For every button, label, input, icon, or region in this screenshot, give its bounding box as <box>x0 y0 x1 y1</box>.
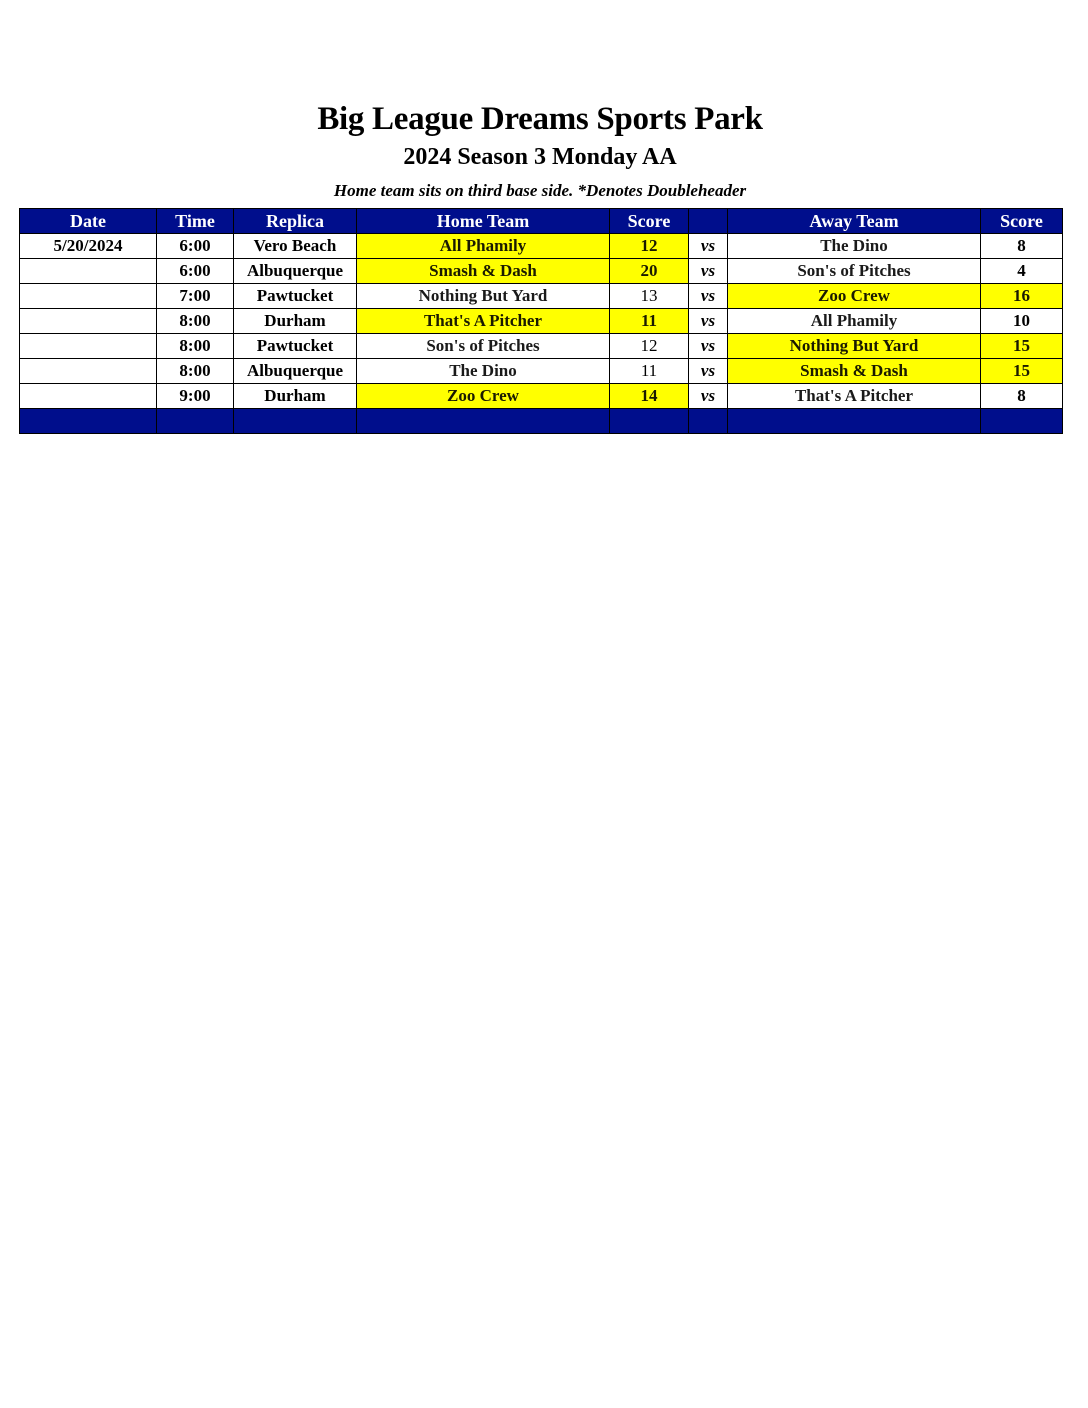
column-header-vs <box>689 209 728 234</box>
away-score-cell: 8 <box>981 384 1063 409</box>
vs-cell: vs <box>689 309 728 334</box>
vs-cell: vs <box>689 384 728 409</box>
home-score-cell: 13 <box>610 284 689 309</box>
table-row <box>20 309 1063 334</box>
date-cell <box>20 284 157 309</box>
home-score-cell: 11 <box>610 359 689 384</box>
footer-cell <box>20 409 157 434</box>
column-header-replica: Replica <box>234 209 357 234</box>
date-cell: 5/20/2024 <box>20 234 157 259</box>
replica-cell: Durham <box>234 309 357 334</box>
table-row <box>20 234 1063 259</box>
vs-cell: vs <box>689 359 728 384</box>
table-row <box>20 259 1063 284</box>
time-cell: 6:00 <box>157 259 234 284</box>
time-cell: 9:00 <box>157 384 234 409</box>
column-header-away-score: Score <box>981 209 1063 234</box>
home-team-cell: Smash & Dash <box>357 259 610 284</box>
home-score-cell: 12 <box>610 234 689 259</box>
footer-cell <box>610 409 689 434</box>
away-team-cell: Son's of Pitches <box>728 259 981 284</box>
home-team-cell: All Phamily <box>357 234 610 259</box>
date-cell <box>20 309 157 334</box>
away-team-cell: Nothing But Yard <box>728 334 981 359</box>
game-rows <box>20 234 1063 434</box>
time-cell: 7:00 <box>157 284 234 309</box>
footer-cell <box>728 409 981 434</box>
column-header-home-team: Home Team <box>357 209 610 234</box>
home-score-cell: 14 <box>610 384 689 409</box>
home-team-cell: The Dino <box>357 359 610 384</box>
date-cell <box>20 334 157 359</box>
date-cell <box>20 259 157 284</box>
table-row <box>20 384 1063 409</box>
footer-cell <box>981 409 1063 434</box>
footer-cell <box>157 409 234 434</box>
away-team-cell: That's A Pitcher <box>728 384 981 409</box>
away-team-cell: Smash & Dash <box>728 359 981 384</box>
away-score-cell: 8 <box>981 234 1063 259</box>
away-score-cell: 16 <box>981 284 1063 309</box>
home-team-cell: Son's of Pitches <box>357 334 610 359</box>
home-team-cell: Nothing But Yard <box>357 284 610 309</box>
replica-cell: Vero Beach <box>234 234 357 259</box>
home-score-cell: 12 <box>610 334 689 359</box>
column-header-date: Date <box>20 209 157 234</box>
vs-cell: vs <box>689 234 728 259</box>
footer-cell <box>357 409 610 434</box>
date-cell <box>20 359 157 384</box>
schedule-table <box>19 208 1063 434</box>
away-score-cell: 15 <box>981 359 1063 384</box>
table-row <box>20 284 1063 309</box>
time-cell: 6:00 <box>157 234 234 259</box>
column-header-home-score: Score <box>610 209 689 234</box>
vs-cell: vs <box>689 334 728 359</box>
home-score-cell: 11 <box>610 309 689 334</box>
away-score-cell: 15 <box>981 334 1063 359</box>
page-subtitle: 2024 Season 3 Monday AA <box>403 144 677 170</box>
away-team-cell: All Phamily <box>728 309 981 334</box>
time-cell: 8:00 <box>157 309 234 334</box>
replica-cell: Pawtucket <box>234 334 357 359</box>
table-row <box>20 359 1063 384</box>
vs-cell: vs <box>689 284 728 309</box>
footer-cell <box>689 409 728 434</box>
replica-cell: Albuquerque <box>234 259 357 284</box>
home-team-cell: Zoo Crew <box>357 384 610 409</box>
away-team-cell: Zoo Crew <box>728 284 981 309</box>
time-cell: 8:00 <box>157 334 234 359</box>
home-team-cell: That's A Pitcher <box>357 309 610 334</box>
header-row <box>20 209 1063 234</box>
column-header-time: Time <box>157 209 234 234</box>
away-team-cell: The Dino <box>728 234 981 259</box>
replica-cell: Pawtucket <box>234 284 357 309</box>
home-score-cell: 20 <box>610 259 689 284</box>
footer-cell <box>234 409 357 434</box>
replica-cell: Albuquerque <box>234 359 357 384</box>
replica-cell: Durham <box>234 384 357 409</box>
table-footer-band <box>20 409 1063 434</box>
away-score-cell: 4 <box>981 259 1063 284</box>
column-header-away-team: Away Team <box>728 209 981 234</box>
vs-cell: vs <box>689 259 728 284</box>
page-title: Big League Dreams Sports Park <box>317 101 763 137</box>
time-cell: 8:00 <box>157 359 234 384</box>
away-score-cell: 10 <box>981 309 1063 334</box>
table-row <box>20 334 1063 359</box>
date-cell <box>20 384 157 409</box>
doubleheader-note: Home team sits on third base side. *Denotes Doubleheader <box>333 181 747 200</box>
